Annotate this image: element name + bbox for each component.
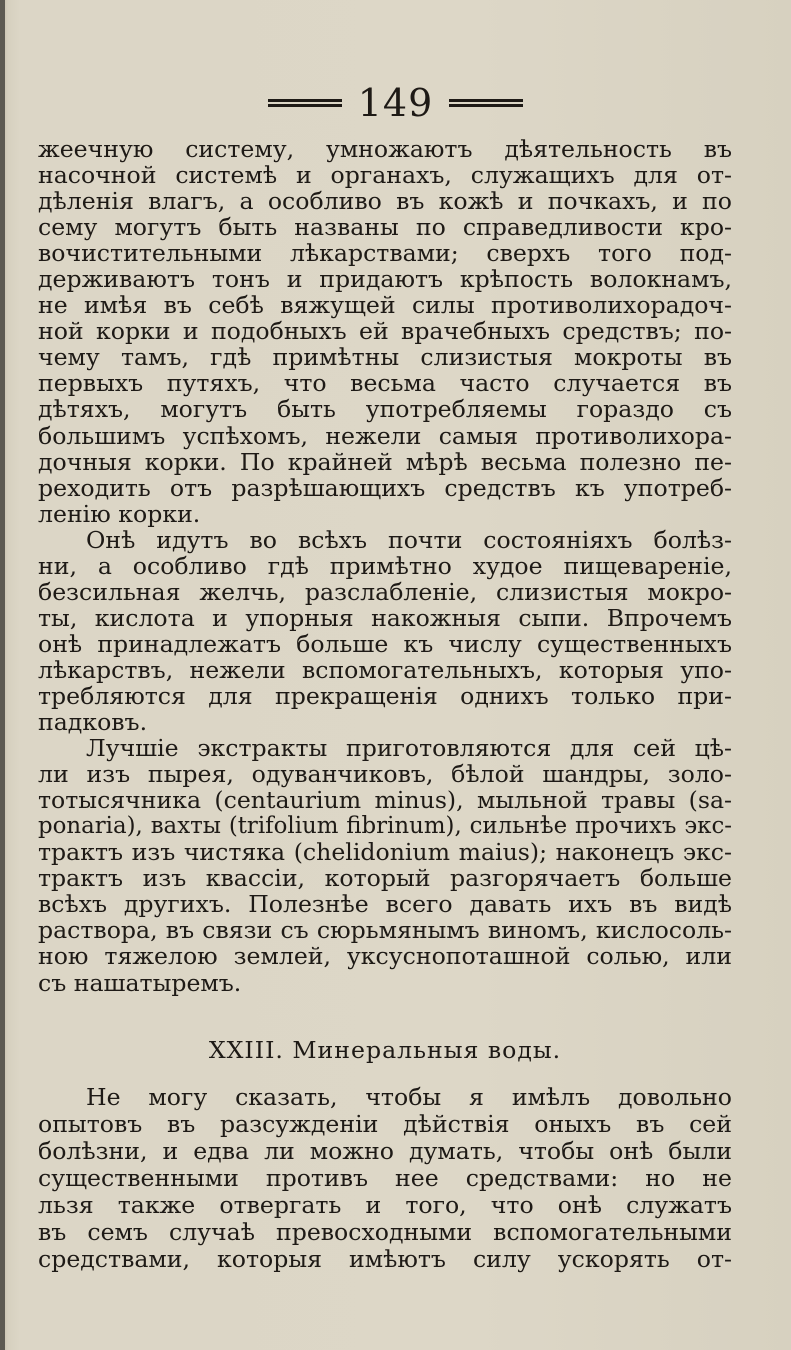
text-line: Не могу сказать, чтобы я имѣлъ довольно bbox=[86, 1083, 732, 1111]
text-line: средствами, которыя имѣютъ силу ускорять от- bbox=[38, 1245, 732, 1273]
text-line: безсильная желчь, разслабленіе, слизистыя мокро- bbox=[38, 577, 732, 606]
text-line: тотысячника (centaurium minus), мыльной травы (sa- bbox=[38, 786, 732, 815]
text-line: первыхъ путяхъ, что весьма часто случается въ bbox=[38, 369, 732, 398]
text-line: раствора, въ связи съ сюрьмянымъ виномъ, кислосоль- bbox=[38, 916, 732, 945]
paragraph bbox=[38, 735, 732, 995]
paragraph bbox=[38, 1084, 732, 1273]
text-line: чему тамъ, гдѣ примѣтны слизистыя мокроты въ bbox=[38, 343, 732, 372]
section-heading: XXIII. Минеральныя воды. bbox=[208, 1036, 562, 1064]
text-line: существенными противъ нее средствами: но не bbox=[38, 1164, 732, 1192]
text-line: ты, кислота и упорныя накожныя сыпи. Впрочемъ bbox=[38, 603, 732, 632]
text-line: всѣхъ другихъ. Полезнѣе всего давать ихъ въ видѣ bbox=[38, 890, 732, 919]
text-line: реходить отъ разрѣшающихъ средствъ къ употреб- bbox=[38, 473, 732, 502]
text-line: въ семъ случаѣ превосходными вспомогательными bbox=[38, 1218, 732, 1246]
text-line: вочистительными лѣкарствами; сверхъ того под- bbox=[38, 239, 732, 268]
text-line: насочной системѣ и органахъ, служащихъ для от- bbox=[38, 161, 732, 190]
body-text-top bbox=[38, 136, 732, 996]
text-line: съ нашатыремъ. bbox=[38, 968, 242, 997]
text-line: ponaria), вахты (trifolium fibrinum), сильнѣе прочихъ экс- bbox=[38, 813, 732, 840]
text-line: падковъ. bbox=[38, 708, 148, 737]
text-line: сему могутъ быть названы по справедливости кро- bbox=[38, 213, 732, 242]
page-header bbox=[0, 78, 791, 128]
text-line: большимъ успѣхомъ, нежели самыя противолихора- bbox=[38, 421, 732, 450]
paragraph bbox=[38, 527, 732, 735]
text-line: держиваютъ тонъ и придаютъ крѣпость волокнамъ, bbox=[38, 265, 732, 294]
text-line: лѣкарствъ, нежели вспомогательныхъ, которыя упо- bbox=[38, 655, 732, 684]
page-number: 149 bbox=[357, 81, 434, 125]
text-line: льзя также отвергать и того, что онѣ служатъ bbox=[38, 1191, 732, 1219]
text-line: болѣзни, и едва ли можно думать, чтобы онѣ были bbox=[38, 1137, 732, 1165]
header-rule-left bbox=[268, 99, 342, 107]
text-line: трактъ изъ чистяка (chelidonium maius); наконецъ экс- bbox=[38, 838, 732, 867]
text-line: дѣтяхъ, могутъ быть употребляемы гораздо съ bbox=[38, 395, 732, 424]
book-spine-edge bbox=[0, 0, 5, 1350]
header-rule-right bbox=[449, 99, 523, 107]
text-line: онѣ принадлежатъ больше къ числу существенныхъ bbox=[38, 629, 732, 658]
text-line: ни, а особливо гдѣ примѣтно худое пищевареніе, bbox=[38, 551, 732, 580]
text-line: ленію корки. bbox=[38, 499, 201, 528]
text-line: опытовъ въ разсужденіи дѣйствія оныхъ въ сей bbox=[38, 1110, 732, 1138]
text-line: жеечную систему, умножаютъ дѣятельность въ bbox=[38, 135, 732, 163]
text-line: Лучшіе экстракты приготовляются для сей цѣ- bbox=[86, 734, 732, 763]
text-line: ною тяжелою землей, уксуснопоташной солью, или bbox=[38, 942, 732, 971]
paragraph bbox=[38, 136, 732, 527]
text-line: дочныя корки. По крайней мѣрѣ весьма полезно пе- bbox=[38, 447, 732, 476]
text-line: дѣленія влагъ, а особливо въ кожѣ и почкахъ, и по bbox=[38, 187, 732, 216]
body-text-bottom bbox=[38, 1084, 732, 1273]
text-line: требляются для прекращенія однихъ только при- bbox=[38, 681, 732, 710]
text-line: Онѣ идутъ во всѣхъ почти состояніяхъ болѣз- bbox=[86, 525, 732, 554]
text-line: не имѣя въ себѣ вяжущей силы противолихорадоч- bbox=[38, 291, 732, 320]
text-line: трактъ изъ квассіи, который разгорячаетъ больше bbox=[38, 864, 732, 893]
text-line: ли изъ пырея, одуванчиковъ, бѣлой шандры, золо- bbox=[38, 760, 732, 789]
text-line: ной корки и подобныхъ ей врачебныхъ средствъ; по- bbox=[38, 317, 732, 346]
